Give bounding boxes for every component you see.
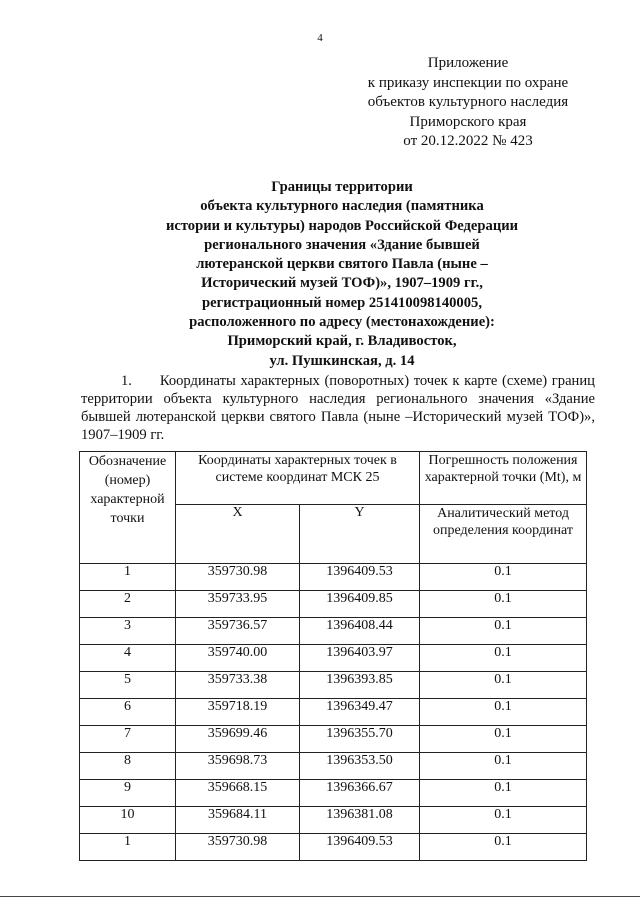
- title-line: объекта культурного наследия (памятника: [200, 198, 484, 215]
- cell-x: 359699.46: [176, 726, 300, 753]
- title-line: Границы территории: [271, 179, 413, 195]
- table-row: [80, 645, 587, 672]
- header-method: Аналитический метод определения координат: [420, 505, 587, 564]
- cell-x: 359718.19: [176, 699, 300, 726]
- appendix-line: объектов культурного наследия: [367, 94, 569, 110]
- paragraph-text: Координаты характерных (поворотных) точек к карте (схеме) границ территории объекта культурного наследия регионального значения «Здание бывшей лютеранской церкви святого Павла (ныне –Исторический музей ТОФ)», 1907–1909 гг.: [81, 373, 595, 443]
- cell-mt: 0.1: [420, 699, 587, 726]
- cell-point: 1: [80, 834, 176, 861]
- table-row: [80, 699, 587, 726]
- table-row: [80, 807, 587, 834]
- cell-point: 1: [80, 564, 176, 591]
- cell-point: 6: [80, 699, 176, 726]
- cell-mt: 0.1: [420, 834, 587, 861]
- table-row: [80, 726, 587, 753]
- title-line: регионального значения «Здание бывшей: [204, 236, 480, 253]
- table-row: [80, 834, 587, 861]
- cell-y: 1396349.47: [300, 699, 420, 726]
- cell-mt: 0.1: [420, 780, 587, 807]
- cell-y: 1396403.97: [300, 645, 420, 672]
- header-point: Обозначение (номер) характерной точки: [80, 452, 176, 564]
- header-y: Y: [300, 505, 420, 564]
- cell-x: 359736.57: [176, 618, 300, 645]
- appendix-line: Приморского края: [409, 113, 527, 130]
- cell-point: 8: [80, 753, 176, 780]
- cell-x: 359740.00: [176, 645, 300, 672]
- title-line: лютеранской церкви святого Павла (ныне –: [196, 256, 488, 273]
- coordinates-table: [79, 451, 587, 861]
- table-row: [80, 591, 587, 618]
- appendix-line: к приказу инспекции по охране: [367, 74, 569, 91]
- cell-mt: 0.1: [420, 807, 587, 834]
- cell-x: 359684.11: [176, 807, 300, 834]
- document-title: [0, 178, 640, 371]
- cell-y: 1396409.85: [300, 591, 420, 618]
- cell-y: 1396409.53: [300, 834, 420, 861]
- table-row: [80, 618, 587, 645]
- cell-y: 1396355.70: [300, 726, 420, 753]
- cell-point: 7: [80, 726, 176, 753]
- cell-x: 359730.98: [176, 564, 300, 591]
- cell-mt: 0.1: [420, 672, 587, 699]
- cell-y: 1396366.67: [300, 780, 420, 807]
- title-line: ул. Пушкинская, д. 14: [269, 352, 415, 369]
- table-row: [80, 753, 587, 780]
- cell-mt: 0.1: [420, 645, 587, 672]
- cell-y: 1396409.53: [300, 564, 420, 591]
- cell-mt: 0.1: [420, 726, 587, 753]
- cell-mt: 0.1: [420, 564, 587, 591]
- cell-x: 359730.98: [176, 834, 300, 861]
- cell-point: 3: [80, 618, 176, 645]
- cell-x: 359733.38: [176, 672, 300, 699]
- cell-x: 359668.15: [176, 780, 300, 807]
- header-error: Погрешность положения характерной точки (Mt), м: [420, 452, 587, 505]
- cell-y: 1396408.44: [300, 618, 420, 645]
- cell-mt: 0.1: [420, 591, 587, 618]
- appendix-block: [348, 54, 588, 152]
- table-row: [80, 780, 587, 807]
- table-row: [80, 672, 587, 699]
- cell-y: 1396353.50: [300, 753, 420, 780]
- paragraph-number: 1.: [121, 373, 132, 389]
- title-line: Исторический музей ТОФ)», 1907–1909 гг.,: [201, 275, 483, 292]
- header-x: X: [176, 505, 300, 564]
- page-number: 4: [317, 32, 323, 44]
- title-line: истории и культуры) народов Российской Федерации: [165, 217, 519, 234]
- cell-point: 2: [80, 591, 176, 618]
- cell-point: 10: [80, 807, 176, 834]
- header-coordinates: Координаты характерных точек в системе координат МСК 25: [176, 452, 420, 505]
- cell-y: 1396393.85: [300, 672, 420, 699]
- appendix-line: от 20.12.2022 № 423: [403, 133, 533, 149]
- page-bottom-rule: [0, 896, 640, 897]
- cell-point: 5: [80, 672, 176, 699]
- intro-paragraph: [81, 372, 595, 444]
- cell-point: 4: [80, 645, 176, 672]
- title-line: регистрационный номер 251410098140005,: [202, 294, 482, 311]
- cell-x: 359698.73: [176, 753, 300, 780]
- cell-mt: 0.1: [420, 618, 587, 645]
- cell-y: 1396381.08: [300, 807, 420, 834]
- cell-mt: 0.1: [420, 753, 587, 780]
- table-row: [80, 564, 587, 591]
- appendix-line: Приложение: [427, 55, 509, 71]
- title-line: Приморский край, г. Владивосток,: [227, 333, 457, 350]
- cell-x: 359733.95: [176, 591, 300, 618]
- title-line: расположенного по адресу (местонахождение):: [189, 314, 495, 331]
- cell-point: 9: [80, 780, 176, 807]
